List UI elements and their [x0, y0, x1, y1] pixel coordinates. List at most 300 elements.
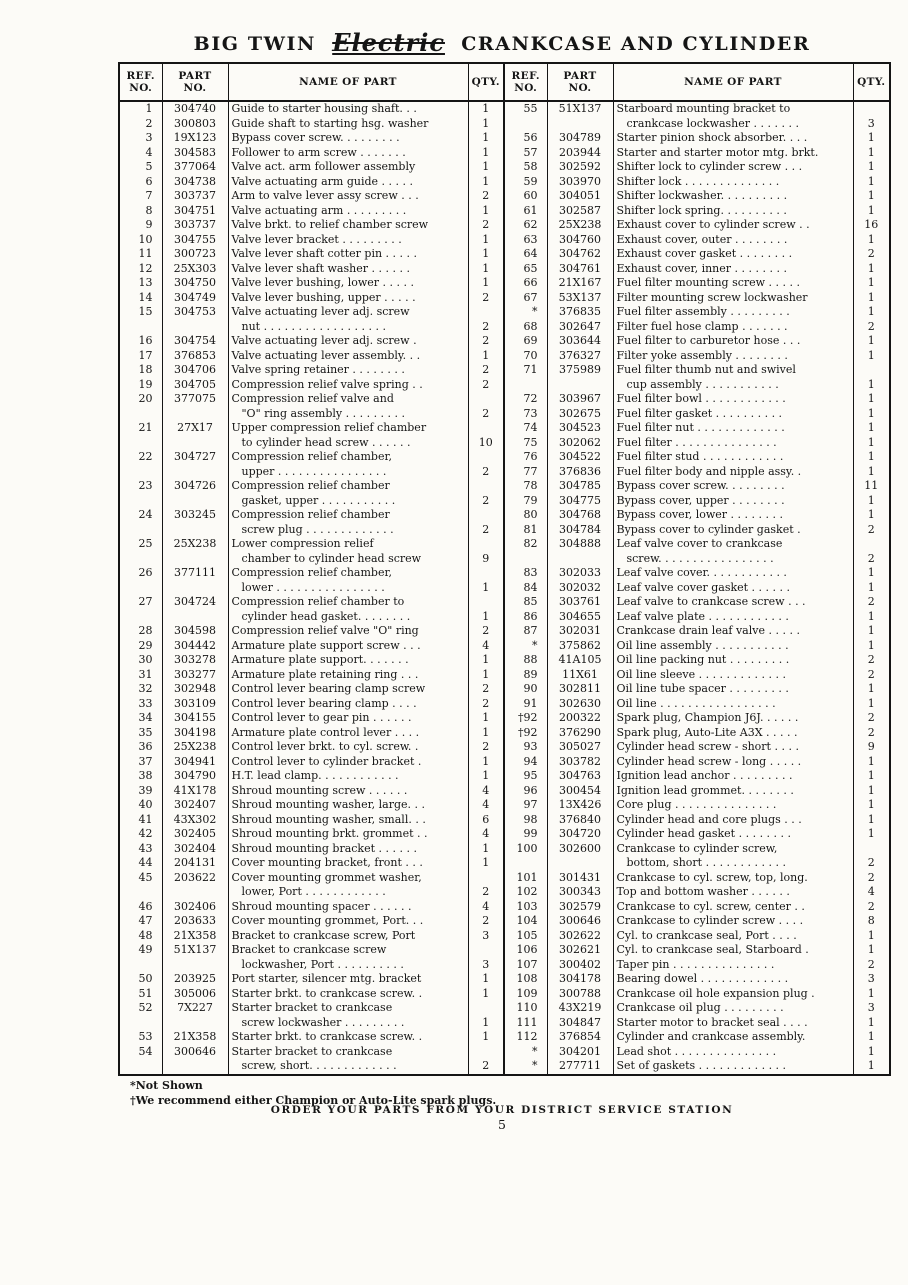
title-script-logo: Electric — [332, 28, 445, 57]
part-no-cell: 51X137 — [547, 101, 613, 131]
qty-cell: 1 — [853, 943, 889, 958]
ref-no-cell: 100 — [516, 841, 538, 855]
qty-header: QTY. — [468, 64, 504, 101]
part-no-cell: 303782 — [547, 755, 613, 770]
part-no-cell: 304754 — [162, 334, 228, 349]
ref-no-cell: 41 — [138, 812, 153, 826]
part-name-cell — [613, 479, 853, 494]
part-name-cell — [613, 392, 853, 407]
part-no-cell: 25X238 — [162, 537, 228, 566]
part-name-line: "O" ring assembly . . . . . . . . . — [241, 406, 406, 420]
part-no-cell: 300454 — [547, 784, 613, 799]
part-row — [505, 682, 889, 697]
ref-no-cell: 25 — [138, 537, 153, 550]
ref-no-cell: 9 — [145, 218, 153, 231]
parts-table-left-body — [120, 101, 504, 1074]
part-no-header — [162, 64, 228, 101]
ref-no-cell: 110 — [516, 1001, 538, 1014]
part-no-cell: 304941 — [162, 755, 228, 770]
ref-no-cell: 96 — [523, 783, 538, 797]
qty-cell: 1 — [853, 305, 889, 320]
ref-no-cell: 51 — [138, 986, 153, 1000]
ref-no-cell: 95 — [523, 769, 538, 782]
qty-cell: 1 — [468, 653, 504, 668]
part-name-line: Bypass cover, lower . . . . . . . . — [616, 508, 784, 521]
part-row — [505, 987, 889, 1002]
qty-cell: 1 — [853, 1030, 889, 1045]
part-name-line: Compression relief valve "O" ring — [231, 624, 419, 637]
part-name-line: Crankcase to cylinder screw, — [616, 841, 778, 855]
part-name-line: Leaf valve cover to crankcase — [616, 537, 783, 550]
part-name-line: Leaf valve cover. . . . . . . . . . . . — [616, 566, 787, 579]
ref-no-cell: 12 — [138, 261, 153, 275]
part-no-cell: 21X358 — [162, 1030, 228, 1045]
qty-cell: 1 — [468, 131, 504, 146]
part-name-cell — [228, 305, 468, 334]
qty-cell: 9 — [468, 537, 504, 566]
part-row — [120, 740, 504, 755]
part-name-line: Cover mounting grommet washer, — [231, 870, 422, 884]
part-no-cell: 302621 — [547, 943, 613, 958]
part-no-cell: 43X219 — [547, 1001, 613, 1016]
part-no-cell: 305006 — [162, 987, 228, 1002]
ref-no-cell: 99 — [523, 827, 538, 840]
part-row — [505, 479, 889, 494]
qty-cell: 1 — [853, 639, 889, 654]
part-no-cell: 300803 — [162, 117, 228, 132]
part-no-cell: 302406 — [162, 900, 228, 915]
part-no-cell: 301431 — [547, 871, 613, 886]
part-row — [120, 798, 504, 813]
part-row — [120, 726, 504, 741]
ref-no-cell: 32 — [138, 682, 153, 695]
qty-cell: 4 — [468, 639, 504, 654]
part-row — [505, 450, 889, 465]
qty-cell: 1 — [853, 407, 889, 422]
part-name-cell — [228, 827, 468, 842]
part-row — [505, 726, 889, 741]
part-name-cell — [613, 958, 853, 973]
part-no-cell: 300646 — [162, 1045, 228, 1074]
ref-no-cell: 2 — [145, 116, 153, 130]
part-name-cell — [613, 653, 853, 668]
qty-cell: 1 — [853, 1045, 889, 1060]
part-row — [505, 929, 889, 944]
qty-cell: 1 — [853, 987, 889, 1002]
part-name-cell — [613, 247, 853, 262]
part-name-line: Control lever to cylinder bracket . — [231, 754, 422, 768]
part-row — [505, 436, 889, 451]
qty-cell: 9 — [853, 740, 889, 755]
part-no-cell: 302033 — [547, 566, 613, 581]
part-row — [120, 682, 504, 697]
part-row — [505, 101, 889, 131]
part-no-cell: 376290 — [547, 726, 613, 741]
ref-no-cell: 42 — [138, 827, 153, 840]
ref-no-cell: 24 — [138, 508, 153, 521]
part-no-cell: 304155 — [162, 711, 228, 726]
ref-no-cell: 84 — [523, 580, 538, 594]
qty-cell: 1 — [853, 929, 889, 944]
part-row — [120, 697, 504, 712]
part-row — [505, 1059, 889, 1074]
part-name-cell — [228, 276, 468, 291]
qty-cell: 1 — [853, 189, 889, 204]
qty-cell: 1 — [853, 291, 889, 306]
qty-cell: 3 — [853, 101, 889, 131]
qty-cell: 1 — [853, 784, 889, 799]
part-name-cell — [228, 146, 468, 161]
part-name-cell — [613, 740, 853, 755]
part-name-cell — [613, 189, 853, 204]
part-name-cell — [228, 117, 468, 132]
part-no-cell: 304198 — [162, 726, 228, 741]
part-name-line: gasket, upper . . . . . . . . . . . — [241, 493, 396, 507]
part-row — [505, 813, 889, 828]
part-no-cell: 302630 — [547, 697, 613, 712]
qty-cell: 1 — [853, 262, 889, 277]
part-name-cell — [613, 682, 853, 697]
part-no-cell: 304760 — [547, 233, 613, 248]
part-name-line: Starter motor to bracket seal . . . . — [616, 1015, 808, 1029]
qty-cell: 6 — [468, 813, 504, 828]
part-row — [505, 885, 889, 900]
part-row — [505, 175, 889, 190]
part-no-cell: 304750 — [162, 276, 228, 291]
part-row — [505, 610, 889, 625]
part-name-line: upper . . . . . . . . . . . . . . . . — [241, 464, 387, 478]
qty-cell: 1 — [853, 755, 889, 770]
part-name-line: Lead shot . . . . . . . . . . . . . . . — [616, 1044, 777, 1058]
part-no-cell: 304727 — [162, 450, 228, 479]
part-header-line1: PART — [178, 69, 212, 82]
qty-cell: 1 — [853, 769, 889, 784]
ref-no-cell: 73 — [523, 406, 538, 420]
part-row — [120, 247, 504, 262]
part-no-cell: 377064 — [162, 160, 228, 175]
ref-no-cell: 75 — [523, 435, 538, 449]
part-name-line: Armature plate support. . . . . . . — [231, 653, 409, 666]
part-name-cell — [228, 842, 468, 857]
part-name-line: Fuel filter stud . . . . . . . . . . . . — [616, 450, 784, 463]
part-row — [120, 508, 504, 537]
part-name-cell — [228, 363, 468, 378]
part-row — [120, 624, 504, 639]
ref-no-cell: 93 — [523, 740, 538, 753]
part-name-cell — [613, 349, 853, 364]
part-name-line: Shifter lock to cylinder screw . . . — [616, 160, 803, 173]
part-no-cell: 303278 — [162, 653, 228, 668]
part-no-cell: 51X137 — [162, 943, 228, 972]
ref-no-cell: 10 — [138, 232, 153, 246]
part-name-line: to cylinder head screw . . . . . . — [241, 435, 411, 449]
part-no-cell: 304749 — [162, 291, 228, 306]
part-name-cell — [613, 465, 853, 480]
part-no-cell: 302600 — [547, 842, 613, 871]
part-row — [505, 914, 889, 929]
part-row — [120, 175, 504, 190]
part-row — [505, 146, 889, 161]
ref-no-cell: 6 — [145, 174, 153, 188]
part-row — [505, 958, 889, 973]
part-name-line: Filter fuel hose clamp . . . . . . . — [616, 319, 788, 333]
part-no-cell: 304706 — [162, 363, 228, 378]
part-name-line: Cylinder head screw - long . . . . . — [616, 754, 802, 768]
qty-cell: 1 — [853, 175, 889, 190]
qty-cell: 1 — [468, 101, 504, 117]
ref-no-cell: * — [532, 1044, 538, 1058]
qty-cell: 2 — [853, 523, 889, 538]
ref-no-cell: 103 — [516, 899, 538, 913]
part-name-cell — [613, 407, 853, 422]
part-name-line: Bypass cover screw. . . . . . . . . — [231, 131, 400, 144]
part-name-line: Port starter, silencer mtg. bracket — [231, 972, 422, 985]
part-name-line: Spark plug, Auto-Lite A3X . . . . . — [616, 725, 798, 739]
ref-no-cell: 62 — [523, 218, 538, 231]
part-no-cell: 304789 — [547, 131, 613, 146]
qty-cell: 2 — [468, 392, 504, 421]
part-name-cell — [613, 827, 853, 842]
part-name-line: Starboard mounting bracket to — [616, 102, 791, 115]
part-name-line: screw. . . . . . . . . . . . . . . . . — [626, 551, 774, 565]
part-row — [505, 363, 889, 392]
part-name-cell — [228, 711, 468, 726]
ref-no-cell: 71 — [523, 363, 538, 376]
part-no-header — [547, 64, 613, 101]
part-name-cell — [228, 508, 468, 537]
part-no-cell: 302062 — [547, 436, 613, 451]
qty-cell: 2 — [468, 305, 504, 334]
part-name-line: Control lever brkt. to cyl. screw. . — [231, 740, 419, 753]
part-name-line: cup assembly . . . . . . . . . . . — [626, 377, 779, 391]
part-name-line: Oil line tube spacer . . . . . . . . . — [616, 682, 789, 695]
part-no-cell: 376835 — [547, 305, 613, 320]
ref-no-cell: 34 — [138, 711, 153, 724]
part-row — [505, 494, 889, 509]
part-name-line: Shroud mounting bracket . . . . . . — [231, 841, 417, 855]
part-name-line: Armature plate control lever . . . . — [231, 725, 420, 739]
part-no-cell: 53X137 — [547, 291, 613, 306]
ref-no-cell: 1 — [145, 102, 153, 115]
part-no-cell: 376853 — [162, 349, 228, 364]
part-row — [505, 349, 889, 364]
part-row — [120, 842, 504, 857]
part-row — [120, 421, 504, 450]
part-name-cell — [228, 668, 468, 683]
qty-cell: 3 — [853, 972, 889, 987]
part-no-cell: 304720 — [547, 827, 613, 842]
part-name-line: screw lockwasher . . . . . . . . . — [241, 1015, 405, 1029]
part-name-line: cylinder head gasket. . . . . . . . — [241, 609, 411, 623]
qty-cell: 1 — [468, 769, 504, 784]
qty-cell: 2 — [853, 320, 889, 335]
part-name-line: Valve act. arm follower assembly — [231, 160, 416, 173]
qty-cell: 2 — [468, 682, 504, 697]
part-name-cell — [613, 784, 853, 799]
part-row — [120, 233, 504, 248]
part-name-line: Cylinder and crankcase assembly. — [616, 1030, 806, 1043]
qty-cell: 4 — [468, 900, 504, 915]
part-name-line: Fuel filter mounting screw . . . . . — [616, 276, 801, 289]
part-name-line: Core plug . . . . . . . . . . . . . . . — [616, 798, 777, 811]
ref-no-cell: 30 — [138, 653, 153, 666]
part-no-cell: 25X238 — [162, 740, 228, 755]
ref-no-cell: 81 — [523, 522, 538, 536]
ref-no-cell: 79 — [523, 493, 538, 507]
part-no-cell: 303277 — [162, 668, 228, 683]
part-row — [505, 581, 889, 596]
qty-cell: 1 — [468, 595, 504, 624]
part-name-cell — [228, 291, 468, 306]
part-name-line: Fuel filter bowl . . . . . . . . . . . . — [616, 392, 786, 405]
part-name-line: Exhaust cover, outer . . . . . . . . — [616, 232, 788, 246]
part-row — [120, 450, 504, 479]
ref-no-cell: 80 — [523, 508, 538, 521]
part-row — [505, 233, 889, 248]
ref-no-cell: 98 — [523, 812, 538, 826]
part-name-line: Bypass cover, upper . . . . . . . . — [616, 493, 785, 507]
part-row — [505, 247, 889, 262]
part-row — [120, 929, 504, 944]
part-row — [505, 668, 889, 683]
part-no-cell: 304888 — [547, 537, 613, 566]
part-name-line: Compression relief chamber — [231, 508, 390, 521]
part-name-line: Starter brkt. to crankcase screw. . — [231, 986, 423, 1000]
part-no-cell: 25X303 — [162, 262, 228, 277]
ref-no-cell: 3 — [145, 131, 153, 144]
part-name-line: Guide to starter housing shaft. . . — [231, 102, 417, 115]
part-name-line: Crankcase oil hole expansion plug . — [616, 986, 815, 1000]
part-name-line: Shroud mounting washer, small. . . — [231, 812, 426, 826]
part-name-cell — [228, 204, 468, 219]
part-name-cell — [228, 929, 468, 944]
part-name-line: Compression relief chamber, — [231, 450, 393, 463]
qty-cell: 1 — [853, 450, 889, 465]
qty-cell: 1 — [853, 465, 889, 480]
part-no-cell: 7X227 — [162, 1001, 228, 1030]
part-name-cell — [228, 856, 468, 871]
ref-no-cell: 52 — [138, 1001, 153, 1014]
ref-no-cell: 101 — [516, 870, 538, 884]
part-row — [120, 189, 504, 204]
qty-cell: 1 — [468, 668, 504, 683]
part-name-cell — [613, 262, 853, 277]
ref-no-cell: 66 — [523, 276, 538, 289]
part-no-cell: 21X358 — [162, 929, 228, 944]
part-row — [120, 987, 504, 1002]
qty-cell: 1 — [853, 349, 889, 364]
part-row — [120, 827, 504, 842]
parts-table-right — [505, 64, 889, 1074]
part-no-cell: 303737 — [162, 189, 228, 204]
order-instruction: ORDER YOUR PARTS FROM YOUR DISTRICT SERVICE STATION — [270, 1104, 734, 1116]
part-name-cell — [228, 653, 468, 668]
qty-cell: 2 — [468, 378, 504, 393]
qty-cell: 2 — [468, 1045, 504, 1074]
part-name-line: Valve actuating lever adj. screw . — [231, 334, 417, 347]
part-name-line: Oil line sleeve . . . . . . . . . . . . . — [616, 667, 786, 681]
part-row — [505, 798, 889, 813]
part-name-line: lower . . . . . . . . . . . . . . . . — [241, 580, 385, 594]
ref-no-cell: 47 — [138, 914, 153, 927]
part-no-cell: 203622 — [162, 871, 228, 900]
ref-no-cell: 63 — [523, 232, 538, 246]
part-no-cell: 27X17 — [162, 421, 228, 450]
part-name-cell — [228, 262, 468, 277]
part-row — [505, 755, 889, 770]
part-name-cell — [228, 349, 468, 364]
part-name-line: Exhaust cover, inner . . . . . . . . — [616, 261, 787, 275]
part-name-cell — [613, 610, 853, 625]
qty-cell: 3 — [468, 929, 504, 944]
ref-no-cell: 45 — [138, 870, 153, 884]
ref-no-cell: 111 — [516, 1015, 538, 1029]
ref-no-cell: †92 — [518, 725, 538, 739]
qty-header: QTY. — [853, 64, 889, 101]
part-row — [505, 1030, 889, 1045]
part-no-cell: 277711 — [547, 1059, 613, 1074]
ref-no-cell: 86 — [523, 609, 538, 623]
ref-no-cell: 64 — [523, 247, 538, 260]
ref-no-cell: 65 — [523, 261, 538, 275]
part-row — [505, 218, 889, 233]
part-name-cell — [228, 1045, 468, 1074]
part-name-cell — [613, 595, 853, 610]
title-prefix: BIG TWIN — [193, 33, 316, 55]
ref-no-header — [120, 64, 162, 101]
ref-no-cell: 29 — [138, 638, 153, 652]
qty-cell: 1 — [853, 1016, 889, 1031]
ref-no-cell: * — [532, 305, 538, 318]
part-row — [120, 595, 504, 624]
ref-no-cell: 60 — [523, 189, 538, 202]
qty-cell: 1 — [468, 233, 504, 248]
ref-no-cell: 61 — [523, 203, 538, 217]
part-no-cell: 25X238 — [547, 218, 613, 233]
qty-cell: 3 — [468, 943, 504, 972]
ref-no-cell: 20 — [138, 392, 153, 405]
qty-cell: 1 — [853, 581, 889, 596]
part-no-cell: 304763 — [547, 769, 613, 784]
part-name-line: Fuel filter thumb nut and swivel — [616, 363, 796, 376]
part-row — [120, 363, 504, 378]
qty-cell: 2 — [853, 900, 889, 915]
part-name-cell — [228, 175, 468, 190]
qty-cell: 2 — [468, 363, 504, 378]
qty-cell: 1 — [853, 392, 889, 407]
part-name-line: Armature plate support screw . . . — [231, 638, 421, 652]
ref-no-cell: 91 — [523, 696, 538, 710]
part-name-line: Spark plug, Champion J6J. . . . . . — [616, 711, 799, 724]
qty-cell: 1 — [853, 494, 889, 509]
part-name-cell — [228, 987, 468, 1002]
ref-no-cell: 23 — [138, 479, 153, 492]
part-name-line: Guide shaft to starting hsg. washer — [231, 116, 429, 130]
part-name-cell — [228, 726, 468, 741]
part-name-cell — [613, 972, 853, 987]
part-name-cell — [613, 175, 853, 190]
part-name-cell — [228, 639, 468, 654]
ref-no-cell: 106 — [516, 943, 538, 956]
part-row — [505, 595, 889, 610]
part-name-line: Starter and starter motor mtg. brkt. — [616, 145, 819, 159]
part-name-cell — [613, 639, 853, 654]
part-name-cell — [228, 160, 468, 175]
parts-table-left — [120, 64, 505, 1074]
part-name-cell — [613, 334, 853, 349]
part-name-cell — [228, 392, 468, 421]
part-name-cell — [228, 697, 468, 712]
